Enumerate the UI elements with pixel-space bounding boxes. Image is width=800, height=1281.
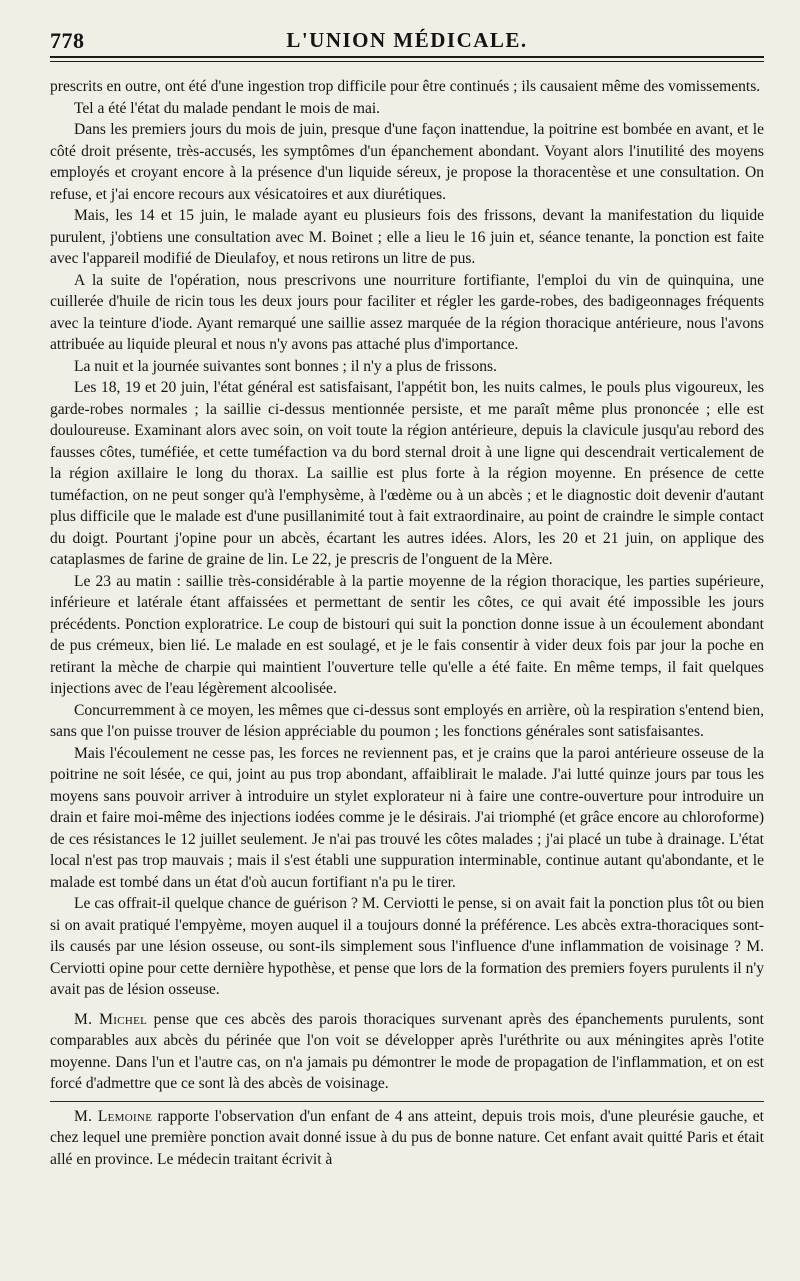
paragraph: A la suite de l'opération, nous prescrivons une nourriture fortifiante, l'emploi du vin de quinquina, une cuillerée d'huile de ricin tous les deux jours pour faciliter et régler les garde-robes, des badigeonnages fréquents avec la teinture d'iode. Ayant remarqué une saillie assez marquée de la région thoracique antérieure, nous l'avons attribuée au liquide pleural et nous n'y avons pas attaché plus d'importance. — [50, 271, 764, 353]
paragraph: Tel a été l'état du malade pendant le mois de mai. — [74, 99, 381, 117]
section-divider — [50, 1101, 764, 1102]
paragraph: Le 23 au matin : saillie très-considérable à la partie moyenne de la région thoracique, les parties supérieure, inférieure et latérale étant affaissées et permettant de sentir les côtes, ce qui avait été impossible les jours précédents. Ponction exploratrice. Le coup de bistouri qui suit la ponction donne issue à un écoulement abondant de pus crémeux, bien lié. Le malade en est soulagé, et je le fais consentir à vider deux fois par jour la poche en retirant la mèche de charpie qui maintient l'ouverture telle qu'elle a été faite. En même temps, il fait quelques injections avec de l'eau légèrement alcoolisée. — [50, 572, 764, 697]
paragraph: Dans les premiers jours du mois de juin, presque d'une façon inattendue, la poitrine est bombée en avant, et le côté droit présente, très-accusés, les symptômes d'un épanchement abondant. Voyant alors l'inutilité des moyens employés et croyant encore à la présence d'un liquide séreux, je propose la thoracentèse et une consultation. On refuse, et j'ai encore recours aux vésicatoires et aux diurétiques. — [50, 121, 764, 203]
paragraph: Le cas offrait-il quelque chance de guérison ? M. Cerviotti le pense, si on avait fait la ponction plus tôt ou bien si on avait pratiqué l'empyème, moyen auquel il a toujours donné la préférence. Les abcès extra-thoraciques sont-ils causés par une lésion osseuse, ou sont-ils simplement sous l'influence d'une inflammation de voisinage ? M. Cerviotti opine pour cette dernière hypothèse, et pense que lors de la formation des premiers foyers purulents il n'y avait pas de lésion osseuse. — [50, 895, 764, 998]
page-number: 778 — [50, 28, 85, 53]
paragraph-speaker — [50, 1106, 764, 1171]
paragraph: Les 18, 19 et 20 juin, l'état général est satisfaisant, l'appétit bon, les nuits calmes, le pouls plus vigoureux, les garde-robes normales ; la saillie ci-dessus mentionnée persiste, et me paraît même plus prononcée ; elle est douloureuse. Examinant alors avec soin, on voit toute la région antérieure, depuis la clavicule jusqu'au rebord des fausses côtes, tuméfiée, et cette tuméfaction va du bord sternal droit à une ligne qui descendrait verticalement de la région axillaire le long du thorax. La saillie est plus forte à la région moyenne. En présence de cette tuméfaction, on ne peut songer qu'à l'emphysème, à l'œdème ou à un abcès ; et le diagnostic doit devenir d'autant plus difficile que le malade est d'une pusillanimité tout à fait extraordinaire, au point de craindre le simple contact du doigt. Pourtant j'opine pour un abcès, écartant les autres idées. Alors, les 20 et 21 juin, on applique des cataplasmes de farine de graine de lin. Le 22, je prescris de l'onguent de la Mère. — [50, 379, 764, 568]
paragraph: prescrits en outre, ont été d'une ingestion trop difficile pour être continués ; ils causaient même des vomissements. — [50, 78, 761, 95]
paragraph: Concurremment à ce moyen, les mêmes que ci-dessus sont employés en arrière, où la respiration s'entend bien, sans que l'on puisse trouver de lésion appréciable du poumon ; les fonctions générales sont satisfaisantes. — [50, 701, 764, 740]
paragraph: Mais l'écoulement ne cesse pas, les forces ne reviennent pas, et je crains que la paroi antérieure osseuse de la poitrine ne soit lésée, ce qui, joint au pus trop abondant, affaiblirait le malade. J'ai lutté quinze jours par tous les moyens sans pouvoir arriver à introduire un stylet explorateur ni à faire une contre-ouverture pour introduire un drain et faire moi-même des injections iodées comme je le désirais. J'ai triomphé (et grâce encore au chloroforme) de ces résistances le 12 juillet seulement. Je n'ai pas trouvé les côtes malades ; j'ai placé un tube à drainage. L'état local n'est pas trop mauvais ; mais il s'est établi une suppuration interminable, continue autant qu'abondante, et le malade est tombé dans un état d'où aucun fortifiant n'a pu le tirer. — [50, 744, 764, 891]
article-body — [50, 76, 764, 1170]
paragraph: Mais, les 14 et 15 juin, le malade ayant eu plusieurs fois des frissons, devant la manifestation du liquide purulent, j'obtiens une consultation avec M. Boinet ; elle a lieu le 16 juin et, séance tenante, la ponction est faite avec l'appareil modifié de Dieulafoy, et nous retirons un litre de pus. — [50, 207, 764, 267]
journal-title: L'UNION MÉDICALE. — [286, 28, 528, 52]
paragraph-speaker — [50, 1009, 764, 1095]
paragraph-text: rapporte l'observation d'un enfant de 4 ans atteint, depuis trois mois, d'une pleurésie gauche, et chez lequel une première ponction avait donné issue à du pus de bonne nature. Cet enfant avait quitté Paris et était allé en province. Le médecin traitant écrivit à — [50, 1107, 764, 1168]
header-rule — [50, 61, 764, 62]
paragraph: La nuit et la journée suivantes sont bonnes ; il n'y a plus de frissons. — [74, 357, 497, 375]
page-header — [50, 26, 764, 58]
speaker-name: M. Michel — [74, 1010, 148, 1028]
paragraph-text: pense que ces abcès des parois thoraciques survenant après des épanchements purulents, sont comparables aux abcès du périnée que l'on voit se développer après l'uréthrite ou aux méningites après l'otite moyenne. Dans l'un et l'autre cas, on n'a jamais pu démontrer le mode de propagation de l'inflammation, et on est forcé d'admettre que ce sont là des abcès de voisinage. — [50, 1010, 764, 1092]
speaker-name: M. Lemoine — [74, 1107, 153, 1125]
